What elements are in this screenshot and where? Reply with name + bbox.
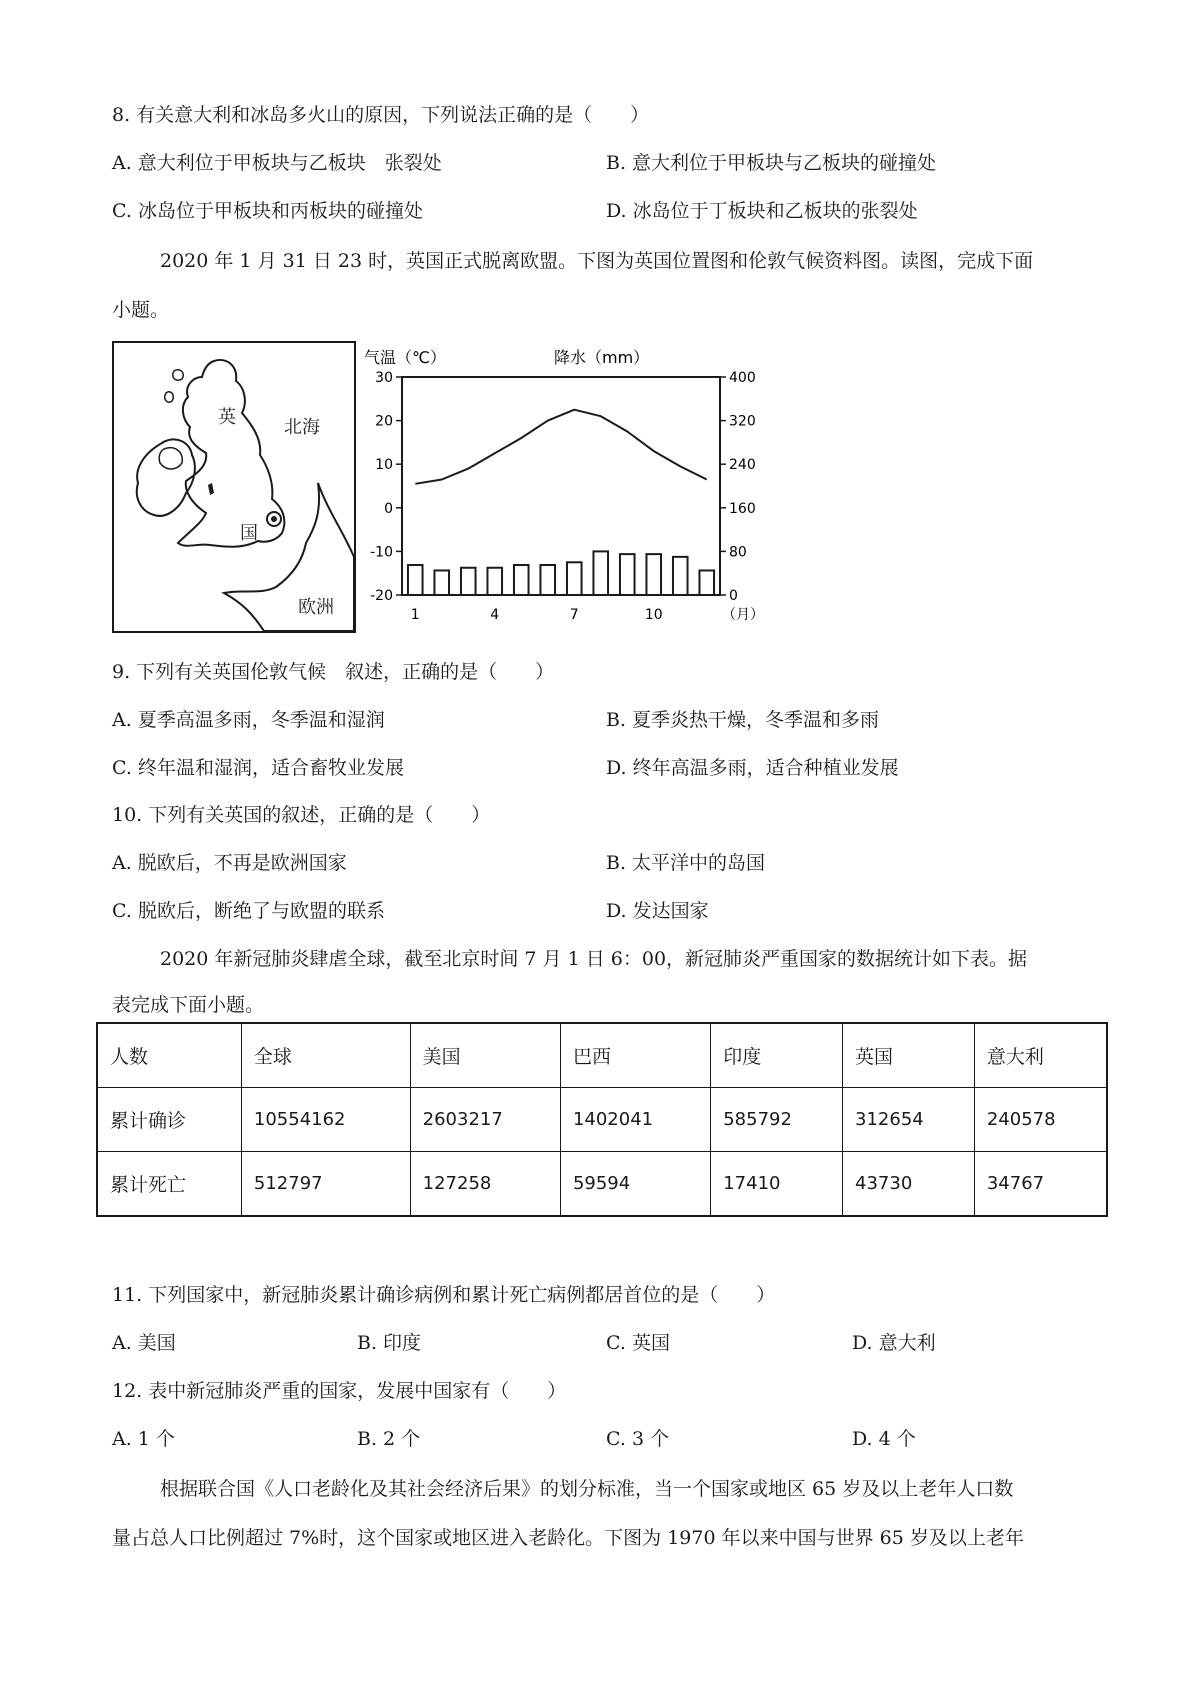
left-axis-tick-label: 10 xyxy=(375,457,393,474)
table-cell: 240578 xyxy=(974,1088,1107,1152)
question-8-option-d: D. 冰岛位于丁板块和乙板块的张裂处 xyxy=(606,200,918,222)
table-cell: 2603217 xyxy=(410,1088,560,1152)
precipitation-bar xyxy=(487,568,502,595)
question-8-options-row1 xyxy=(112,148,1112,178)
question-8-option-b: B. 意大利位于甲板块与乙板块的碰撞处 xyxy=(606,152,937,174)
ireland-outline xyxy=(137,439,195,515)
table-header-cell: 美国 xyxy=(410,1023,560,1088)
great-britain-outline xyxy=(178,360,284,547)
map-label-ying: 英 xyxy=(218,407,236,428)
uk-map-drawing xyxy=(114,343,354,631)
question-8-stem: 8. 有关意大利和冰岛多火山的原因，下列说法正确的是（ ） xyxy=(112,104,650,126)
table-cell: 17410 xyxy=(711,1152,843,1217)
question-11-stem: 11. 下列国家中，新冠肺炎累计确诊病例和累计死亡病例都居首位的是（ ） xyxy=(112,1284,776,1306)
right-axis-tick-label: 320 xyxy=(729,413,756,430)
precipitation-bar xyxy=(673,557,688,595)
question-9-option-a: A. 夏季高温多雨，冬季温和湿润 xyxy=(112,709,385,731)
question-12-option-c: C. 3 个 xyxy=(606,1428,670,1450)
uk-location-map xyxy=(112,341,356,633)
table-row xyxy=(97,1152,1107,1217)
table-row xyxy=(97,1088,1107,1152)
question-9-option-d: D. 终年高温多雨，适合种植业发展 xyxy=(606,757,899,779)
map-label-europe: 欧洲 xyxy=(298,597,334,618)
question-12-option-d: D. 4 个 xyxy=(852,1428,916,1450)
question-12-stem: 12. 表中新冠肺炎严重的国家，发展中国家有（ ） xyxy=(112,1380,567,1402)
precipitation-bar xyxy=(620,554,635,595)
question-9-options-row1 xyxy=(112,705,1112,735)
climate-chart-svg xyxy=(362,341,764,636)
uk-figure xyxy=(112,341,764,636)
uk-intro-line2: 小题。 xyxy=(112,299,170,321)
table-cell: 512797 xyxy=(241,1152,410,1217)
precipitation-bar xyxy=(567,562,582,595)
table-cell: 43730 xyxy=(843,1152,975,1217)
table-cell: 127258 xyxy=(410,1152,560,1217)
uk-intro-line1: 2020 年 1 月 31 日 23 时，英国正式脱离欧盟。下图为英国位置图和伦敦气候资料图。读图，完成下面 xyxy=(160,250,1034,272)
question-10-option-c: C. 脱欧后，断绝了与欧盟的联系 xyxy=(112,900,385,922)
question-10-option-a: A. 脱欧后，不再是欧洲国家 xyxy=(112,852,347,874)
question-10-stem: 10. 下列有关英国的叙述，正确的是（ ） xyxy=(112,804,491,826)
question-11-option-a: A. 美国 xyxy=(112,1332,176,1354)
right-axis-tick-label: 400 xyxy=(729,370,756,386)
left-axis-tick-label: -10 xyxy=(370,544,393,561)
x-axis-tick-label: 4 xyxy=(490,607,500,623)
right-axis-tick-label: 0 xyxy=(729,588,738,604)
aging-intro-line1: 根据联合国《人口老龄化及其社会经济后果》的划分标准，当一个国家或地区 65 岁及以上老年人口数 xyxy=(160,1478,1014,1500)
table-header-row xyxy=(97,1023,1107,1088)
map-label-north-sea: 北海 xyxy=(284,417,320,438)
left-axis-tick-label: -20 xyxy=(370,588,393,604)
table-cell: 59594 xyxy=(560,1152,710,1217)
island-outline xyxy=(165,392,174,403)
northern-ireland-outline xyxy=(159,448,182,469)
question-9-options-row2 xyxy=(112,753,1112,783)
precipitation-bar xyxy=(646,554,661,595)
precipitation-bar xyxy=(408,565,423,595)
precipitation-bar xyxy=(593,551,608,595)
london-climate-chart xyxy=(362,341,764,636)
question-8-options-row2 xyxy=(112,196,1112,226)
table-header-cell: 巴西 xyxy=(560,1023,710,1088)
question-12-options-row xyxy=(112,1424,1112,1454)
question-12-option-b: B. 2 个 xyxy=(357,1428,421,1450)
left-axis-title: 气温（℃） xyxy=(364,348,446,367)
question-10-option-b: B. 太平洋中的岛国 xyxy=(606,852,766,874)
question-11-options-row xyxy=(112,1328,1112,1358)
right-axis-tick-label: 80 xyxy=(729,544,747,561)
table-cell: 312654 xyxy=(843,1088,975,1152)
precipitation-bar xyxy=(434,570,449,595)
temperature-line xyxy=(415,410,707,484)
question-9-option-c: C. 终年温和湿润，适合畜牧业发展 xyxy=(112,757,404,779)
precipitation-bar xyxy=(540,565,555,595)
precipitation-bar xyxy=(699,570,714,595)
london-marker-dot xyxy=(271,516,277,522)
precipitation-bar xyxy=(514,565,529,595)
question-8-option-c: C. 冰岛位于甲板块和丙板块的碰撞处 xyxy=(112,200,423,222)
left-axis-tick-label: 20 xyxy=(375,413,393,430)
x-axis-tick-label: 10 xyxy=(644,607,663,623)
map-label-guo: 国 xyxy=(240,523,258,544)
covid-intro-line2: 表完成下面小题。 xyxy=(112,994,265,1016)
question-9-stem: 9. 下列有关英国伦敦气候 叙述，正确的是（ ） xyxy=(112,661,555,683)
question-10-option-d: D. 发达国家 xyxy=(606,900,709,922)
table-header-cell: 英国 xyxy=(843,1023,975,1088)
right-axis-tick-label: 240 xyxy=(729,457,756,474)
table-cell: 10554162 xyxy=(241,1088,410,1152)
right-axis-title: 降水（mm） xyxy=(554,348,650,367)
question-11-option-d: D. 意大利 xyxy=(852,1332,936,1354)
europe-coastline xyxy=(224,483,354,631)
aging-intro-line2: 量占总人口比例超过 7%时，这个国家或地区进入老龄化。下图为 1970 年以来中国与世界 65 岁及以上老年 xyxy=(112,1527,1024,1549)
covid-intro-line1: 2020 年新冠肺炎肆虐全球，截至北京时间 7 月 1 日 6：00，新冠肺炎严重国家的数据统计如下表。据 xyxy=(160,948,1028,970)
x-axis-unit-label: （月） xyxy=(722,607,764,623)
table-cell: 累计确诊 xyxy=(97,1088,241,1152)
question-10-options-row2 xyxy=(112,896,1112,926)
question-9-option-b: B. 夏季炎热干燥，冬季温和多雨 xyxy=(606,709,880,731)
table-cell: 585792 xyxy=(711,1088,843,1152)
table-header-cell: 印度 xyxy=(711,1023,843,1088)
x-axis-tick-label: 7 xyxy=(569,607,579,623)
covid-data-table xyxy=(96,1022,1108,1217)
question-11-option-c: C. 英国 xyxy=(606,1332,670,1354)
x-axis-tick-label: 1 xyxy=(410,607,420,623)
table-header-cell: 人数 xyxy=(97,1023,241,1088)
question-8-option-a: A. 意大利位于甲板块与乙板块 张裂处 xyxy=(112,152,442,174)
left-axis-tick-label: 30 xyxy=(375,370,393,386)
island-outline xyxy=(173,370,184,381)
question-12-option-a: A. 1 个 xyxy=(112,1428,175,1450)
question-10-options-row1 xyxy=(112,848,1112,878)
table-header-cell: 意大利 xyxy=(974,1023,1107,1088)
table-header-cell: 全球 xyxy=(241,1023,410,1088)
precipitation-bar xyxy=(461,568,476,595)
right-axis-tick-label: 160 xyxy=(729,500,756,517)
question-11-option-b: B. 印度 xyxy=(357,1332,422,1354)
table-cell: 34767 xyxy=(974,1152,1107,1217)
left-axis-tick-label: 0 xyxy=(384,500,393,517)
isle-of-man-mark xyxy=(208,483,214,495)
table-cell: 1402041 xyxy=(560,1088,710,1152)
table-cell: 累计死亡 xyxy=(97,1152,241,1217)
